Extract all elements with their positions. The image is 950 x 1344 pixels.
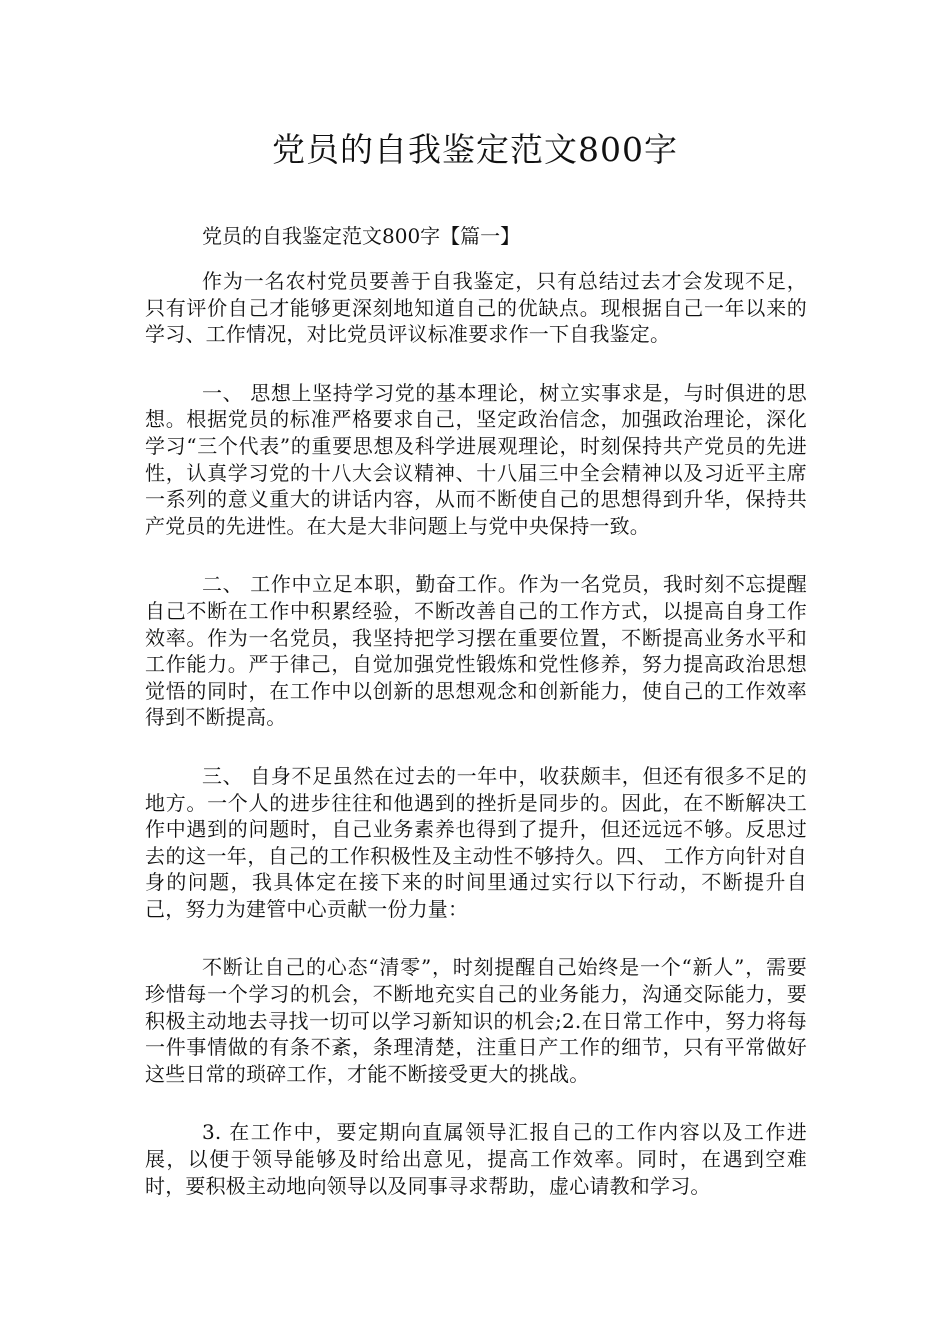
- paragraph-point-3: 三、 自身不足虽然在过去的一年中，收获颇丰，但还有很多不足的地方。一个人的进步往往和他遇到的挫折是同步的。因此，在不断解决工作中遇到的问题时，自己业务素养也得到了提升，但还远远不够。反思过去的这一年，自己的工作积极性及主动性不够持久。四、 工作方向针对自身的问题，我具体定在接下来的时间里通过实行以下行动，不断提升自己，努力为建管中心贡献一份力量：: [145, 763, 807, 921]
- paragraph-action-1: 不断让自己的心态“清零”，时刻提醒自己始终是一个“新人”，需要珍惜每一个学习的机会，不断地充实自己的业务能力，沟通交际能力，要积极主动地去寻找一切可以学习新知识的机会;2.在日常工作中，努力将每一件事情做的有条不紊，条理清楚，注重日产工作的细节，只有平常做好这些日常的琐碎工作，才能不断接受更大的挑战。: [145, 955, 807, 1086]
- document-title: 党员的自我鉴定范文800字: [272, 130, 678, 169]
- section-heading: 党员的自我鉴定范文800字【篇一】: [202, 224, 521, 248]
- document-body: [145, 268, 807, 1231]
- paragraph-intro: 作为一名农村党员要善于自我鉴定，只有总结过去才会发现不足，只有评价自己才能够更深刻地知道自己的优缺点。现根据自己一年以来的学习、工作情况，对比党员评议标准要求作一下自我鉴定。: [145, 269, 807, 347]
- paragraph-point-2: 二、 工作中立足本职，勤奋工作。作为一名党员，我时刻不忘提醒自己不断在工作中积累经验，不断改善自己的工作方式，以提高自身工作效率。作为一名党员，我坚持把学习摆在重要位置，不断提高业务水平和工作能力。严于律己，自觉加强党性锻炼和党性修养，努力提高政治思想觉悟的同时，在工作中以创新的思想观念和创新能力，使自己的工作效率得到不断提高。: [145, 572, 807, 730]
- paragraph-point-1: 一、 思想上坚持学习党的基本理论，树立实事求是，与时俱进的思想。根据党员的标准严格要求自己，坚定政治信念，加强政治理论，深化学习“三个代表”的重要思想及科学进展观理论，时刻保持共产党员的先进性，认真学习党的十八大会议精神、十八届三中全会精神以及习近平主席一系列的意义重大的讲话内容，从而不断使自己的思想得到升华，保持共产党员的先进性。在大是大非问题上与党中央保持一致。: [145, 380, 807, 538]
- paragraph-action-3: 3. 在工作中，要定期向直属领导汇报自己的工作内容以及工作进展，以便于领导能够及时给出意见，提高工作效率。同时，在遇到空难时，要积极主动地向领导以及同事寻求帮助，虚心请教和学习。: [145, 1120, 807, 1198]
